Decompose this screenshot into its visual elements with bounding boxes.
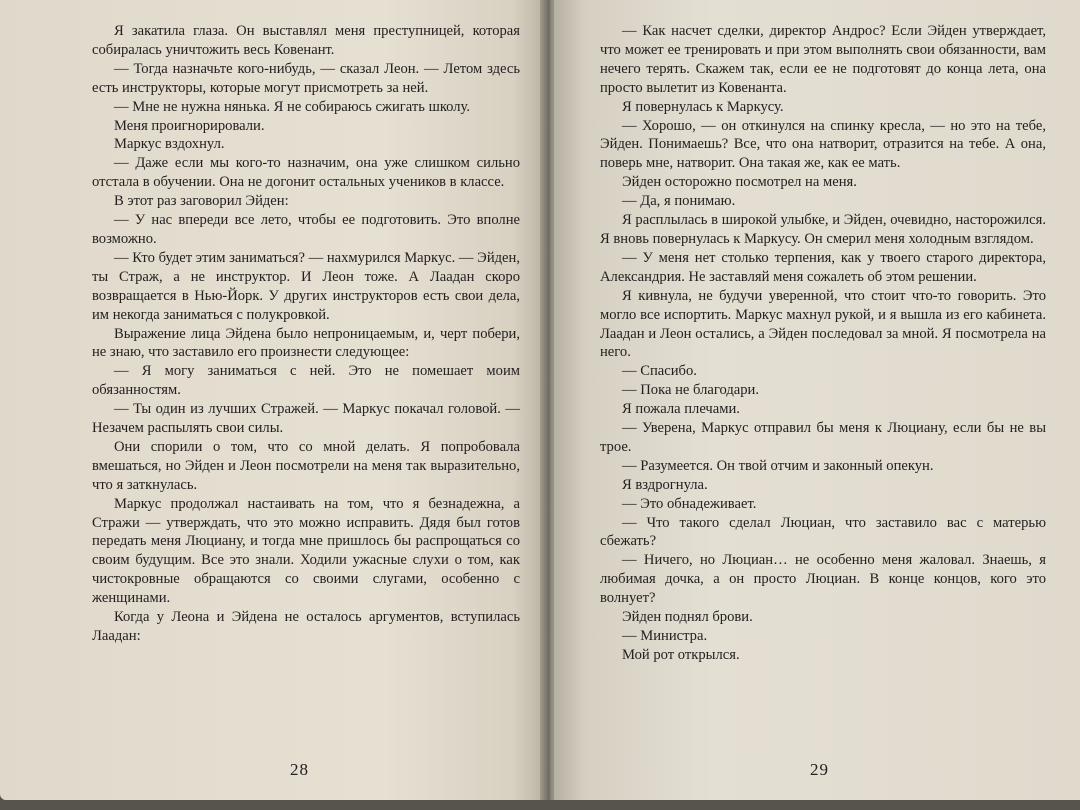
paragraph: — Тогда назначьте кого-нибудь, — сказал Леон. — Летом здесь есть инструкторы, которые могут присмотреть за ней.	[92, 60, 520, 96]
paragraph: — Разумеется. Он твой отчим и законный опекун.	[622, 457, 934, 474]
paragraph: — Что такого сделал Люциан, что заставило вас с матерью сбежать?	[600, 514, 1046, 550]
paragraph: Выражение лица Эйдена было непроницаемым, и, черт побери, не знаю, что заставило его произнести следующее:	[92, 325, 520, 361]
paragraph: — Хорошо, — он откинулся на спинку кресла, — но это на тебе, Эйден. Понимаешь? Все, что она натворит, отразится на тебе. А она, поверь мне, натворит. Она такая же, как ее мать.	[600, 117, 1046, 172]
paragraph: — Я могу заниматься с ней. Это не помешает моим обязанностям.	[92, 363, 520, 399]
paragraph: — Ничего, но Люциан… не особенно меня жаловал. Знаешь, я любимая дочка, а он просто Люциан. В конце концов, кого это волнует?	[600, 552, 1046, 607]
paragraph: — Как насчет сделки, директор Андрос? Если Эйден утверждает, что может ее тренировать и при этом выполнять свои обязанности, вам нечего терять. Скажем так, если ее не подготовят до конца лета, она просто вылетит из Ковенанта.	[600, 23, 1046, 96]
paragraph: Эйден поднял брови.	[622, 609, 753, 626]
paragraph: Когда у Леона и Эйдена не осталось аргументов, вступилась Лаадан:	[92, 609, 520, 644]
paragraph: — Да, я понимаю.	[622, 193, 736, 210]
paragraph: — Спасибо.	[622, 363, 697, 380]
paragraph: — Это обнадеживает.	[622, 495, 757, 512]
paragraph: Я пожала плечами.	[622, 401, 740, 418]
paragraph: — Мне не нужна нянька. Я не собираюсь сжигать школу.	[114, 98, 471, 115]
right-page	[554, 0, 1080, 800]
paragraph: — Пока не благодари.	[622, 382, 759, 399]
left-page	[0, 0, 546, 800]
paragraph: Я закатила глаза. Он выставлял меня преступницей, которая собиралась уничтожить весь Ковенант.	[92, 23, 520, 58]
paragraph: Я повернулась к Маркусу.	[622, 98, 784, 115]
paragraph: Эйден осторожно посмотрел на меня.	[622, 174, 857, 191]
paragraph: — У нас впереди все лето, чтобы ее подготовить. Это вполне возможно.	[92, 212, 520, 247]
paragraph: — У меня нет столько терпения, как у твоего старого директора, Александрия. Не заставляй меня сожалеть об этом решении.	[600, 249, 1046, 285]
paragraph: Я кивнула, не будучи уверенной, что стоит что-то говорить. Это могло все испортить. Маркус махнул рукой, и я вышла из его кабинета. Лаадан и Леон остались, а Эйден последовал за мной. Я посмотрела на него.	[600, 287, 1046, 361]
paragraph: Я вздрогнула.	[622, 476, 708, 493]
paragraph: Меня проигнорировали.	[114, 117, 265, 134]
paragraph: Я расплылась в широкой улыбке, и Эйден, очевидно, насторожился. Я вновь повернулась к Маркусу. Он смерил меня холодным взглядом.	[600, 212, 1046, 247]
paragraph: — Уверена, Маркус отправил бы меня к Люциану, если бы не вы трое.	[600, 420, 1046, 455]
page-number: 29	[810, 760, 829, 780]
paragraph: В этот раз заговорил Эйден:	[114, 193, 289, 210]
paragraph: — Даже если мы кого-то назначим, она уже слишком сильно отстала в обучении. Она не догонит остальных учеников в классе.	[92, 155, 520, 191]
right-page-text	[600, 22, 1046, 665]
paragraph: Маркус продолжал настаивать на том, что я безнадежна, а Стражи — утверждать, что это можно исправить. Дядя был готов передать меня Люциану, и тогда мне пришлось бы распрощаться со своим будущим. Все это знали. Ходили ужасные слухи о том, как чистокровные обращаются со своими слугами, особенно с женщинами.	[92, 495, 520, 607]
paragraph: Мой рот открылся.	[622, 646, 740, 663]
paragraph: Маркус вздохнул.	[114, 136, 225, 153]
left-page-text	[92, 22, 520, 646]
paragraph: — Министра.	[622, 628, 708, 644]
page-number: 28	[290, 760, 309, 780]
paragraph: Они спорили о том, что со мной делать. Я попробовала вмешаться, но Эйден и Леон посмотрели на меня так выразительно, что я заткнулась.	[92, 438, 520, 493]
paragraph: — Кто будет этим заниматься? — нахмурился Маркус. — Эйден, ты Страж, а не инструктор. И Леон тоже. А Лаадан скоро возвращается в Нью-Йорк. У других инструкторов есть свои дела, им некогда заниматься с полукровкой.	[92, 249, 520, 323]
paragraph: — Ты один из лучших Стражей. — Маркус покачал головой. — Незачем распылять свои силы.	[92, 401, 520, 437]
